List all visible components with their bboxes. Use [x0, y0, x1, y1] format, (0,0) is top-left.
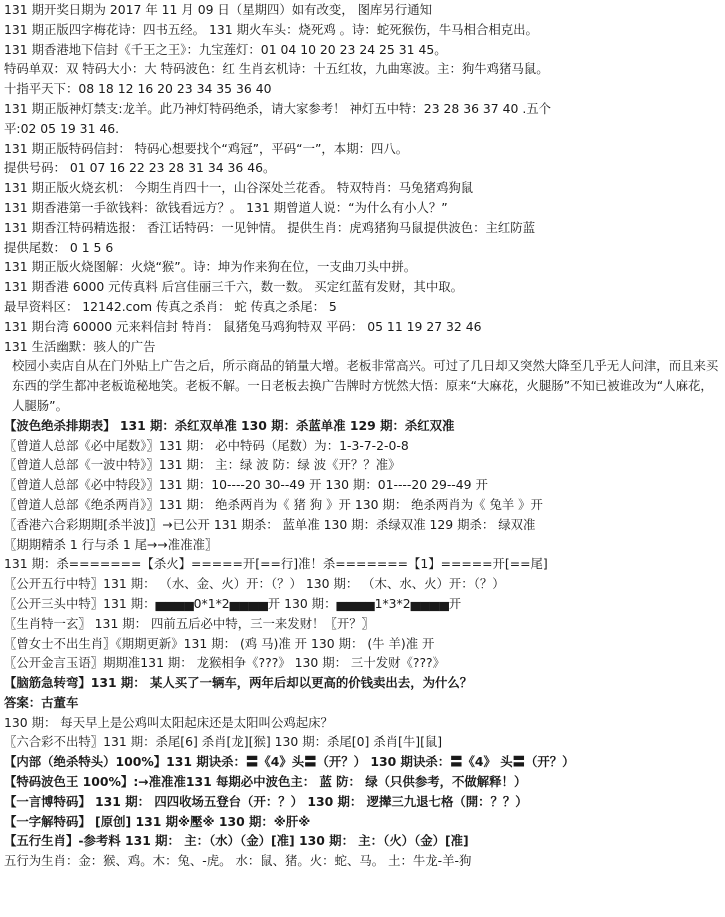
forecast-line: 【脑筋急转弯】131 期： 某人买了一辆车，两年后却以更高的价钱卖出去，为什么？ [4, 675, 473, 691]
forecast-line: 答案：古董车 [4, 694, 79, 710]
info-line: 131 期香港 6000 元传真料 后宫佳丽三千六，数一数。 买定红蓝有发财，其中取。 [4, 279, 463, 295]
forecast-line: 130 期： 每天早上是公鸡叫太阳起床还是太阳叫公鸡起床？ [4, 714, 333, 730]
top-section [4, 0, 721, 356]
info-line: 131 期正版火烧玄机： 今期生肖四十一，山谷深处兰花香。 特双特肖：马兔猪鸡狗鼠 [4, 180, 474, 196]
forecast-line: 〖曾道人总部《必中特段》〗131 期：10----20 30--49 开 130 期：01----20 29--49 开 [4, 477, 488, 493]
info-line: 131 期开奖日期为 2017 年 11 月 09 日（星期四）如有改变， 图库另行通知 [4, 2, 432, 17]
info-line: 提供号码： 01 07 16 22 23 28 31 34 36 46。 [4, 160, 276, 176]
forecast-line: 〖公开三头中特〗131 期：▅▅▅▅0*1*2▅▅▅▅开 130 期：▅▅▅▅1*3*2▅▅▅▅开 [4, 595, 462, 611]
info-line: 131 期正版火烧图解：火烧“猴”。诗：坤为作来狗在位，一支曲刀头中拼。 [4, 259, 417, 275]
forecast-line: 【特码波色王 100%】:→准准准131 每期必中波色主： 蓝 防： 绿（只供参考，不做解释！） [4, 774, 527, 790]
bottom-section [4, 416, 721, 871]
forecast-line: 〖公开金言玉语〗期期准131 期： 龙猴相争《???》 130 期： 三十发财《???》 [4, 655, 445, 671]
forecast-line: 【一言博特码】 131 期： 四四收场五登台（开：？） 130 期： 逻撵三九退七格（開：？？） [4, 793, 528, 809]
info-line: 131 期正版神灯禁支:龙羊。此乃神灯特码绝杀，请大家参考！ 神灯五中特：23 28 36 37 40 .五个 [4, 100, 552, 116]
forecast-line: 131 期：杀=======【杀火】=====开[==行]准！杀=======【1】=====开[==尾] [4, 556, 548, 572]
info-line: 131 生活幽默：骇人的广告 [4, 338, 156, 354]
info-line: 131 期台湾 60000 元来料信封 特肖： 鼠猪兔马鸡狗特双 平码： 05 11 19 27 32 46 [4, 318, 482, 334]
info-line: 最早资料区： 12142.com 传真之杀肖： 蛇 传真之杀尾： 5 [4, 298, 337, 314]
forecast-line: 【五行生肖】-参考料 131 期： 主：（水）（金）[准] 130 期： 主：（火）（金）[准] [4, 833, 469, 849]
forecast-line: 【波色绝杀排期表】 131 期：杀红双单准 130 期：杀蓝单准 129 期：杀红双准 [4, 417, 455, 433]
forecast-line: 〖生肖特一玄〗 131 期： 四前五后必中特，三一来发财！〖开？〗 [4, 615, 375, 631]
forecast-line: 【内部（绝杀特头）100%】131 期诀杀：〓《4》头〓（开？） 130 期诀杀：〓《4》 头〓（开？） [4, 754, 575, 770]
info-line: 131 期香港地下信封《千王之王》：九宝莲灯：01 04 10 20 23 24 25 31 45。 [4, 41, 447, 57]
forecast-line: 〖期期精杀 1 行与杀 1 尾→→准准准〗 [4, 536, 218, 552]
info-line: 131 期正版四字梅花诗：四书五经。 131 期火车头：烧死鸡 。诗：蛇死猴伤，牛马相合相克出。 [4, 21, 538, 37]
info-line: 提供尾数： 0 1 5 6 [4, 239, 114, 255]
forecast-line: 〖曾道人总部《一波中特》〗131 期： 主：绿 波 防：绿 波《开？？准》 [4, 457, 401, 473]
forecast-line: 【一字解特码】 [原创] 131 期※壓※ 130 期：※肝※ [4, 813, 311, 829]
forecast-line: 五行为生肖：金：猴、鸡。木：兔、-虎。 水：鼠、猪。火：蛇、马。 土：牛龙-羊-狗 [4, 853, 472, 869]
forecast-line: 〖香港六合彩期期[杀半波]〗→已公开 131 期杀： 蓝单准 130 期：杀绿双准 129 期杀： 绿双准 [4, 516, 536, 532]
forecast-line: 〖曾道人总部《必中尾数》〗131 期： 必中特码（尾数）为：1-3-7-2-0-8 [4, 437, 409, 453]
forecast-line: 〖曾女士不出生肖〗《期期更新》131 期： (鸡 马)准 开 130 期： (牛 羊)准 开 [4, 635, 435, 651]
info-line: 十指平天下：08 18 12 16 20 23 34 35 36 40 [4, 81, 272, 97]
forecast-line: 〖曾道人总部《绝杀两肖》〗131 期： 绝杀两肖为《 猪 狗 》开 130 期： 绝杀两肖为《 兔羊 》开 [4, 496, 543, 512]
forecast-line: 〖公开五行中特〗131 期： （水、金、火）开：（？） 130 期： （木、水、火）开：（？） [4, 576, 505, 592]
forecast-line: 〖六合彩不出特〗131 期：杀尾[6] 杀肖[龙][猴] 130 期：杀尾[0] 杀肖[牛][鼠] [4, 734, 443, 750]
humor-story: 校园小卖店自从在门外贴上广告之后，所示商品的销量大增。老板非常高兴。可过了几日却又突然大降至几乎无人问津，而且来买东西的学生都冲老板诡秘地笑。老板不解。一日老板去换广告牌时方恍然大悟：原来“大麻花，火腿肠”不知已被谁改为“人麻花，人腿肠”。 [12, 358, 719, 413]
info-line: 平:02 05 19 31 46. [4, 120, 120, 136]
info-line: 131 期香港第一手欲钱料：欲钱看远方？。 131 期曾道人说：“为什么有小人？” [4, 199, 448, 215]
info-line: 特码单双：双 特码大小：大 特码波色：红 生肖玄机诗：十五红妆，九曲寒波。主：狗牛鸡猪马鼠。 [4, 61, 549, 77]
info-line: 131 期正版特码信封： 特码心想要找个“鸡冠”，平码“一”，本期：四八。 [4, 140, 409, 156]
info-line: 131 期香江特码精选报： 香江话特码：一见钟情。 提供生肖：虎鸡猪狗马鼠提供波色：主红防蓝 [4, 219, 536, 235]
